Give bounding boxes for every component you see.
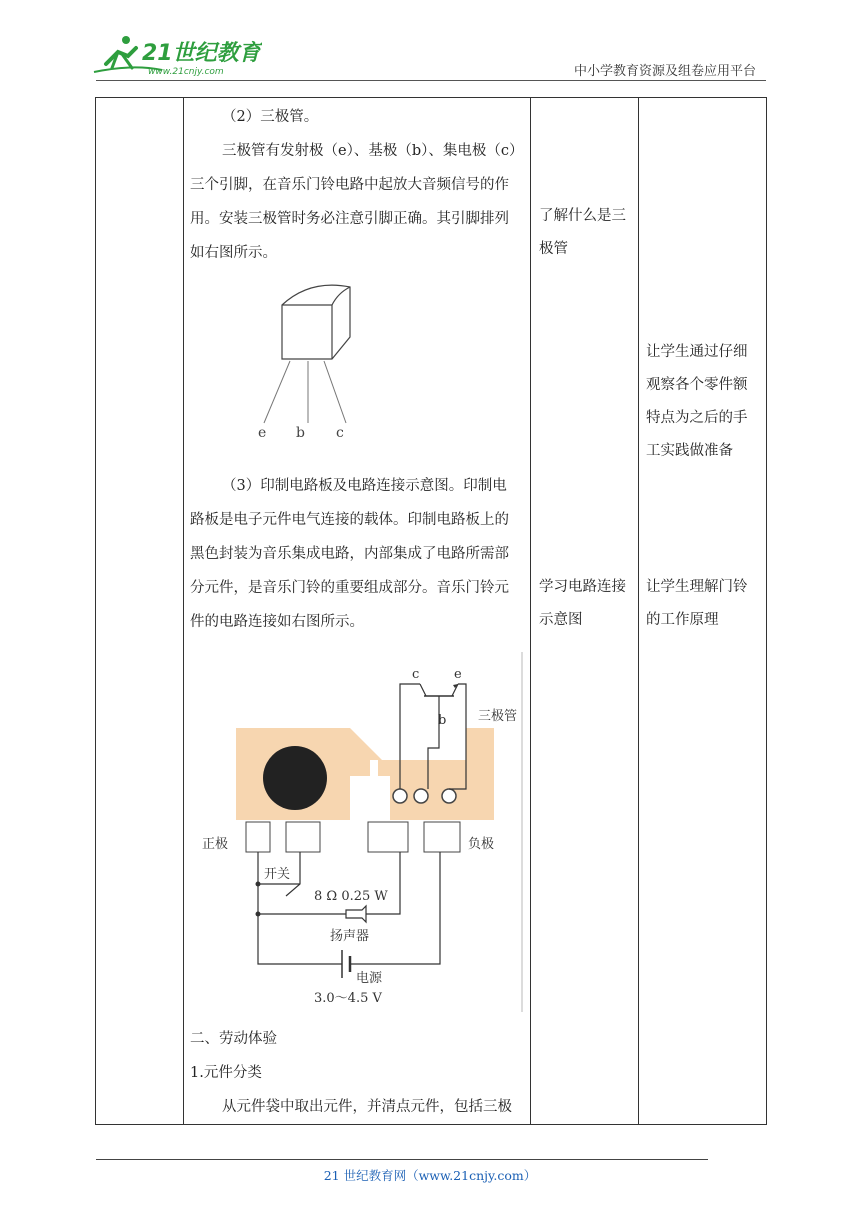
label-power: 电源: [356, 971, 383, 986]
section-transistor-title: （2）三极管。: [222, 109, 319, 125]
section-pcb-title: （3）印制电路板及电路连接示意图。印制电: [222, 478, 507, 494]
column-divider: [638, 98, 639, 1124]
column-divider: [530, 98, 531, 1124]
logo-main-text: 21世纪教育: [142, 41, 261, 66]
circuit-diagram: [190, 648, 530, 1014]
paragraph-line: 路板是电子元件电气连接的载体。印制电路板上的: [190, 512, 509, 528]
header-divider: [96, 80, 766, 81]
column-divider: [183, 98, 184, 1124]
diagram-label-transistor: 三极管: [478, 709, 518, 724]
student-activity-line: 学习电路连接: [539, 579, 626, 595]
logo-url-text: www.21cnjy.com: [148, 67, 224, 77]
pin-label-e: e: [258, 425, 267, 441]
student-activity-line: 了解什么是三: [539, 208, 626, 224]
paragraph-line: 三个引脚，在音乐门铃电路中起放大音频信号的作: [190, 177, 509, 193]
paragraph-line: 三极管有发射极（e）、基极（b）、集电极（c）: [222, 143, 524, 159]
diagram-label-c: c: [412, 667, 420, 682]
label-speaker-spec: 8 Ω 0.25 W: [314, 889, 388, 904]
label-voltage: 3.0～4.5 V: [314, 991, 382, 1006]
transistor-illustration: [250, 275, 360, 445]
label-positive: 正极: [202, 837, 229, 852]
label-switch: 开关: [264, 867, 291, 882]
design-intent-line: 让学生理解门铃: [646, 579, 748, 595]
section-labor-title: 二、劳动体验: [190, 1031, 277, 1047]
pin-label-c: c: [336, 425, 344, 441]
paragraph-line: 用。安装三极管时务必注意引脚正确。其引脚排列: [190, 211, 509, 227]
paragraph-line: 黑色封装为音乐集成电路，内部集成了电路所需部: [190, 546, 509, 562]
diagram-label-e: e: [454, 667, 462, 682]
footer-text[interactable]: 21 世纪教育网（www.21cnjy.com）: [323, 1168, 537, 1183]
subsection-title: 1.元件分类: [190, 1065, 262, 1081]
student-activity-line: 示意图: [539, 612, 583, 628]
paragraph-line: 分元件，是音乐门铃的重要组成部分。音乐门铃元: [190, 580, 509, 596]
design-intent-line: 观察各个零件额: [646, 377, 748, 393]
pin-label-b: b: [296, 425, 305, 441]
design-intent-line: 工实践做准备: [646, 443, 733, 459]
paragraph-line: 如右图所示。: [190, 245, 277, 261]
label-negative: 负极: [468, 837, 495, 852]
platform-title: 中小学教育资源及组卷应用平台: [573, 64, 756, 79]
footer-divider: [96, 1159, 708, 1160]
ic-package: [263, 746, 327, 810]
student-activity-line: 极管: [539, 241, 568, 257]
paragraph-line: 从元件袋中取出元件，并清点元件，包括三极: [222, 1099, 512, 1115]
design-intent-line: 的工作原理: [646, 612, 719, 628]
site-logo: [92, 34, 262, 78]
diagram-label-b: b: [438, 713, 447, 728]
design-intent-line: 特点为之后的手: [646, 410, 748, 426]
paragraph-line: 件的电路连接如右图所示。: [190, 614, 364, 630]
label-speaker: 扬声器: [330, 929, 370, 944]
design-intent-line: 让学生通过仔细: [646, 344, 748, 360]
